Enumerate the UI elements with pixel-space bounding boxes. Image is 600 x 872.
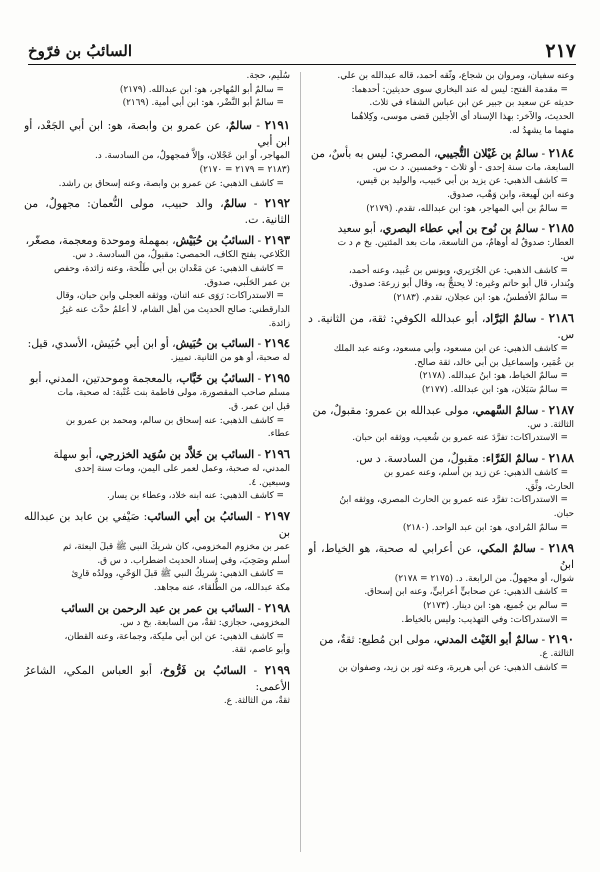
commentary-line: = سالمٌ أبو المُهاجر، هو: ابن عبدالله. (٢١٧٩) xyxy=(119,84,284,95)
biography-entry xyxy=(24,370,290,442)
commentary-line: = كاشف الذهبي: شريكُ النبي ﷺ قبلَ الوَحْيِ، وولدُه قارِئ xyxy=(71,569,284,580)
commentary-line: = كاشف الذهبي: عن الجُرَيري، ويونس بن عُبيد، وعنه أحمد، xyxy=(348,265,568,276)
narrator-name: سالمُ بن غَيْلان التُّجيبي xyxy=(437,146,539,160)
entry-line: وسبعين. ٤. xyxy=(248,477,290,488)
entry-line: مسلم صاحب المقصورة، مولى فاطمة بنت عُتْبة: له صحبة، مات xyxy=(57,388,290,399)
entry-line: حبان. xyxy=(553,509,574,520)
entry-number: ٢١٩٥ xyxy=(264,371,290,386)
commentary-line: = الاستدراكات: رَوَى عنه اثنان، ووثقه العجلي وابن حبان، وقال xyxy=(56,291,284,302)
entry-heading: ٢١٩٩ - السائبُ بن فَرُّوخ، أبو العباس المكي، الشاعرُ الأعمى: xyxy=(24,662,290,693)
entry-heading: ٢١٩٠ - سالمٌ أبو الغَيْث المدني، مولى ابن مُطيع: ثقةٌ، من xyxy=(319,632,574,647)
narrator-name: السائب بن عمر بن عبد الرحمن بن السائب xyxy=(61,601,255,615)
entry-headline: : مقبولٌ، من السادسة. د س. xyxy=(355,452,486,466)
commentary-line: = كاشف الذهبي: عن عمرو بن وابصة، وعنه إسحاق بن راشد. xyxy=(58,178,284,189)
narrator-name: السائبُ بن حُبَيْش xyxy=(175,234,255,248)
entry-heading: ٢١٨٩ - سالمٌ المكي، عن أعرابي له صحبة، هو الخياط، أو ابنُ xyxy=(308,540,574,571)
entry-number: ٢١٨٧ xyxy=(548,402,574,417)
continued-entry xyxy=(308,70,574,139)
entry-headline: ، مولى عبدالله بن عمرو: مقبولٌ، من xyxy=(312,403,476,417)
narrator-name: السائبُ بن خَبَّاب xyxy=(179,372,255,386)
commentary-line: = الاستدراكات: وفي التهذيب: وليس بالخياط. xyxy=(401,614,568,625)
entry-line: وعنه ابن لَهيعة، وابن وَهْب، صدوق. xyxy=(447,189,574,200)
entry-number: ٢١٨٩ xyxy=(548,540,574,555)
entry-heading: ٢١٩٦ - السائب بن خَلاَّد بن سُوَيد الخزرجي، أبو سهلة xyxy=(53,446,290,461)
entry-headline: ، أبو عبدالله الكوفي: ثقة، من الثانية. د س. xyxy=(308,311,574,341)
narrator-name: السائب بن خَلاَّد بن سُوَيد الخزرجي xyxy=(98,447,255,461)
entry-heading: ٢١٨٤ - سالمُ بن غَيْلان التُّجيبي، المصري: ليس به بأسٌ، من xyxy=(310,145,574,160)
entry-line: الكَلاعي، بفتح الكاف، الحمصي: مقبولٌ، من السادسة. د س. xyxy=(72,250,290,261)
entry-number: ٢١٩٢ xyxy=(264,196,290,211)
commentary-line: = سالمٌ أبو النَّضْر، هو: ابن أبي أمية. (٢١٦٩) xyxy=(122,98,284,109)
entry-heading: ٢١٩٢ - سالمٌ، والد حبيب، مولى النُّعمان: مجهولٌ، من الثانية. ت. xyxy=(24,196,290,227)
page-header xyxy=(28,36,576,65)
page-number: ٢١٧ xyxy=(545,40,576,62)
biography-entry xyxy=(24,600,290,658)
entry-line: مكة عبدالله، من الطُّلقاء، عنه مجاهد. xyxy=(153,583,290,594)
biography-entry xyxy=(24,335,290,366)
entry-line: الثالثة. ع. xyxy=(539,649,574,660)
entry-headline: ، أبو سهلة xyxy=(53,447,99,461)
entry-headline: ، أبو سعيد xyxy=(337,222,383,236)
biography-entry xyxy=(24,232,290,331)
narrator-name: سالمٌ الفَرَّاء xyxy=(485,452,539,466)
biography-entry xyxy=(24,195,290,228)
biography-entry xyxy=(24,508,290,596)
entry-heading: ٢١٨٥ - سالمُ بن نُوح بن أبي عطاء البصري، أبو سعيد xyxy=(337,221,574,236)
entry-number: ٢١٩١ xyxy=(264,118,290,133)
entry-line: له صحبة، أو هو من الثانية. تمييز. xyxy=(170,353,290,364)
entry-headline: ، عن عمرو بن وابصة، هو: ابن أبي الجَعْد، أو ابن أبي xyxy=(24,119,290,149)
entry-line: المدني، له صحبة، وعمل لعمر على اليمن، ومات سنة إحدى xyxy=(74,463,290,474)
entry-number: ٢١٨٤ xyxy=(548,145,574,160)
entry-line: أسلم وصَحِبَ، وفي إسناد الحديث اضطراب. د س ق. xyxy=(97,555,290,566)
narrator-name: سالمٌ السَّهمي xyxy=(475,403,539,417)
commentary-line: = كاشف الذهبي: عن مَعْدان بن أبي طَلْحة، وعنه زائدة، وحفص xyxy=(54,263,284,274)
commentary-line: = كاشف الذهبي: عنه إسحاق بن سالم، ومحمد بن عمرو بن xyxy=(65,415,284,426)
commentary-line: = كاشف الذهبي: عن ابن أبي مليكة، وجماعة، وعنه القطان، xyxy=(64,631,284,642)
entry-number: ٢١٩٦ xyxy=(264,446,290,461)
narrator-name: السائبُ بن أبي السائب xyxy=(147,510,253,524)
entry-line: الدارقطني: صالح الحديث من أهل الشام، لا أعلمُ حدَّث عنه غيرُ xyxy=(60,305,290,316)
narrator-name: سالمٌ xyxy=(223,197,247,211)
narrator-name: سالمٌ xyxy=(228,119,252,133)
entry-line: عطاء. xyxy=(267,429,290,440)
entry-heading: ٢١٩٧ - السائبُ بن أبي السائب: صَيْفي بن عابد بن عبدالله بن xyxy=(24,509,290,540)
commentary-line: = كاشف الذهبي: عن أبي هريرة، وعنه ثور بن زيد، وصفوان بن xyxy=(338,663,568,674)
narrator-name: السائب بن حُبَيش xyxy=(175,337,255,351)
entry-line: سُلَيم، حجة. xyxy=(246,71,290,81)
entry-heading: ٢١٩١ - سالمٌ، عن عمرو بن وابصة، هو: ابن أبي الجَعْد، أو ابن أبي xyxy=(24,118,290,149)
biography-entry xyxy=(308,540,574,628)
entry-headline: ، مولى ابن مُطيع: ثقةٌ، من xyxy=(319,633,437,647)
entry-number: ٢١٨٨ xyxy=(548,451,574,466)
right-column xyxy=(308,70,574,860)
running-title: السائبُ بن فرّوخ xyxy=(28,42,133,60)
entry-line: زائدة. xyxy=(268,318,290,329)
entry-line: وعنه سفيان، ومروان بن شجاع، وثَّقه أحمد، قاله عبدالله بن علي. xyxy=(337,71,574,81)
entry-line: المخزومي، حجازي: ثقةٌ، من السابعة. بخ د س. xyxy=(119,617,290,628)
commentary-line: = سالمٌ المُرادي، هو: ابن عبد الواحد. (٢١٨٠) xyxy=(402,522,568,533)
entry-headline: ، بمهملة وموحدة ومعجمة، مصغّر، xyxy=(25,234,176,248)
commentary-line: = كاشف الذهبي: عن يزيد بن أبي حَبيب، والوليد بن قيس، xyxy=(356,176,568,187)
entry-line: وأبو عاصم، ثقة. xyxy=(231,645,290,656)
entry-line: السابعة، مات سنة إحدى - أو ثلاث - وخمسين. د ت س. xyxy=(372,162,574,173)
biography-entry xyxy=(308,402,574,446)
biography-entry xyxy=(308,450,574,536)
entry-line: حديثه عن سعيد بن جبير عن ابن عباس الشفاء في ثلاث. xyxy=(369,98,574,109)
continued-entry xyxy=(24,70,290,111)
entry-number: ٢١٩٩ xyxy=(264,662,290,677)
narrator-name: سالمٌ أبو الغَيْث المدني xyxy=(436,633,539,647)
entry-heading: ٢١٩٥ - السائبُ بن خَبَّاب، بالمعجمة وموحدتين، المدني، أبو xyxy=(29,371,290,386)
entry-headline: ، بالمعجمة وموحدتين، المدني، أبو xyxy=(29,372,180,386)
entry-number: ٢١٩٧ xyxy=(264,509,290,524)
commentary-line: = سالمٌ الأفطسُ، هو: ابن عجلان، تقدم. (٢١٨٣) xyxy=(393,293,568,304)
entry-line: بن عُمَير، وإسماعيل بن أبي خالد، ثقة صالح. xyxy=(414,357,574,368)
commentary-line: = سالم بن جُميع، هو: ابن دينار. (٢١٧٣) xyxy=(423,600,568,611)
entry-line: الثالثة. د س. xyxy=(527,419,574,430)
biography-entry xyxy=(308,631,574,675)
biography-entry xyxy=(308,310,574,398)
entry-headline: ، والد حبيب، مولى النُّعمان: مجهولٌ، من الثانية. ت. xyxy=(24,197,290,227)
entry-line: بن عمر الحَلَبي، صدوق. xyxy=(204,277,290,288)
commentary-line: = الاستدراكات: تفرَّد عنه عمرو بن الحارث المصري، ووثقه ابنُ xyxy=(339,495,568,506)
entry-line: قبل ابن عمر. ق. xyxy=(228,401,290,412)
commentary-line: = سالمٌ سَبَلان، هو: ابن عبدالله. (٢١٧٧) xyxy=(421,384,568,395)
commentary-line: = سالمٌ بن أبي المهاجر، هو: ابن عبدالله، تقدم. (٢١٧٩) xyxy=(366,203,568,214)
entry-number: ٢١٩٣ xyxy=(264,233,290,248)
commentary-line: = كاشف الذهبي: عن زيد بن أسلم، وعنه عمرو بن xyxy=(383,468,568,479)
entry-number: ٢١٩٠ xyxy=(548,632,574,647)
entry-heading: ٢١٨٨ - سالمٌ الفَرَّاء: مقبولٌ، من السادسة. د س. xyxy=(355,451,574,466)
biography-entry xyxy=(24,446,290,504)
entry-line: الحارث، وثِّق. xyxy=(525,481,574,492)
narrator-name: سالمٌ البَرَّاد xyxy=(485,311,537,325)
entry-heading: ٢١٩٣ - السائبُ بن حُبَيْش، بمهملة وموحدة ومعجمة، مصغّر، xyxy=(25,233,290,248)
entry-line: (٢١٨٣ = ٢١٧٩ = ٢١٧٠) xyxy=(199,164,290,175)
entry-number: ٢١٨٥ xyxy=(548,221,574,236)
entry-line: ثقةٌ، من الثالثة. ع. xyxy=(223,695,290,706)
entry-headline: : صَيْفي بن عابد بن عبدالله بن xyxy=(24,510,290,540)
entry-line: شوال، أو مجهولٌ. من الرابعة. د. (٢١٧٥ = ٢١٧٨) xyxy=(394,573,574,584)
biography-entry xyxy=(308,220,574,306)
entry-line: العطار: صدوقٌ له أوهامٌ، من التاسعة، مات بعد المئتين. بخ م د ت xyxy=(337,238,574,249)
column-divider xyxy=(300,72,301,852)
entry-line: س. xyxy=(560,252,574,263)
commentary-line: = الاستدراكات: تفرَّدَ عنه عمرو بن شُعيب، ووثقه ابن حبان. xyxy=(352,433,568,444)
entry-number: ٢١٩٤ xyxy=(264,336,290,351)
commentary-line: = كاشف الذهبي: عنه ابنه خلاد، وعطاء بن يسار. xyxy=(107,491,284,502)
entry-headline: ، أو ابن أبي حُبَيش، الأسدي، قيل: xyxy=(27,337,176,351)
entry-headline: ، المصري: ليس به بأسٌ، من xyxy=(310,146,438,160)
narrator-name: سالمٌ المكي xyxy=(480,541,536,555)
entry-heading: ٢١٩٤ - السائب بن حُبَيش، أو ابن أبي حُبَيش، الأسدي، قيل: xyxy=(27,336,290,351)
narrator-name: السائبُ بن فَرُّوخ xyxy=(162,663,246,677)
commentary-line: = كاشف الذهبي: عن ابن مسعود، وأبي مسعود، وعنه عبد الملك xyxy=(333,343,568,354)
entry-line: وبُندار، قال أبو حاتم وغيره: لا يحتجُّ به، وقال أبو زرعة: صدوق. xyxy=(348,279,574,290)
entry-heading: ٢١٨٦ - سالمٌ البَرَّاد، أبو عبدالله الكوفي: ثقة، من الثانية. د س. xyxy=(308,310,574,341)
entry-heading: ٢١٨٧ - سالمٌ السَّهمي، مولى عبدالله بن عمرو: مقبولٌ، من xyxy=(312,402,574,417)
entry-line: متهما ما يشهدُ له. xyxy=(509,125,574,136)
entry-heading: ٢١٩٨ - السائب بن عمر بن عبد الرحمن بن السائب xyxy=(61,600,290,615)
entry-line: المهاجر، أو ابن عَجْلان، وإلاَّ فمجهولٌ، من السادسة. د. xyxy=(94,151,290,162)
entry-number: ٢١٨٦ xyxy=(548,310,574,325)
biography-entry xyxy=(24,117,290,191)
entry-number: ٢١٩٨ xyxy=(264,600,290,615)
left-column xyxy=(24,70,290,860)
commentary-line: = مقدمة الفتح: ليس له عند البخاري سوى حديثين: أحدهما: xyxy=(351,84,568,95)
biography-entry xyxy=(308,145,574,217)
entry-headline: ، عن أعرابي له صحبة، هو الخياط، أو ابنُ xyxy=(308,541,574,571)
narrator-name: سالمُ بن نُوح بن أبي عطاء البصري xyxy=(382,222,539,236)
biography-entry xyxy=(24,662,290,709)
entry-line: عمر بن مخزوم المخزومي، كان شريكَ النبي ﷺ قبلَ البعثة، ثم xyxy=(63,542,290,553)
entry-line: الحديث، والآخر: بهذا الإسناد أي الأجلين قضى موسى، وكِلاهُما xyxy=(351,112,574,123)
commentary-line: = سالمٌ الخياط، هو: ابنُ عبدالله. (٢١٧٨) xyxy=(419,371,568,382)
entry-headline: ، أبو العباس المكي، الشاعرُ الأعمى: xyxy=(24,663,290,693)
commentary-line: = كاشف الذهبي: عن صحابيٍّ أعرابيٍّ، وعنه ابن إسحاق. xyxy=(364,587,568,598)
